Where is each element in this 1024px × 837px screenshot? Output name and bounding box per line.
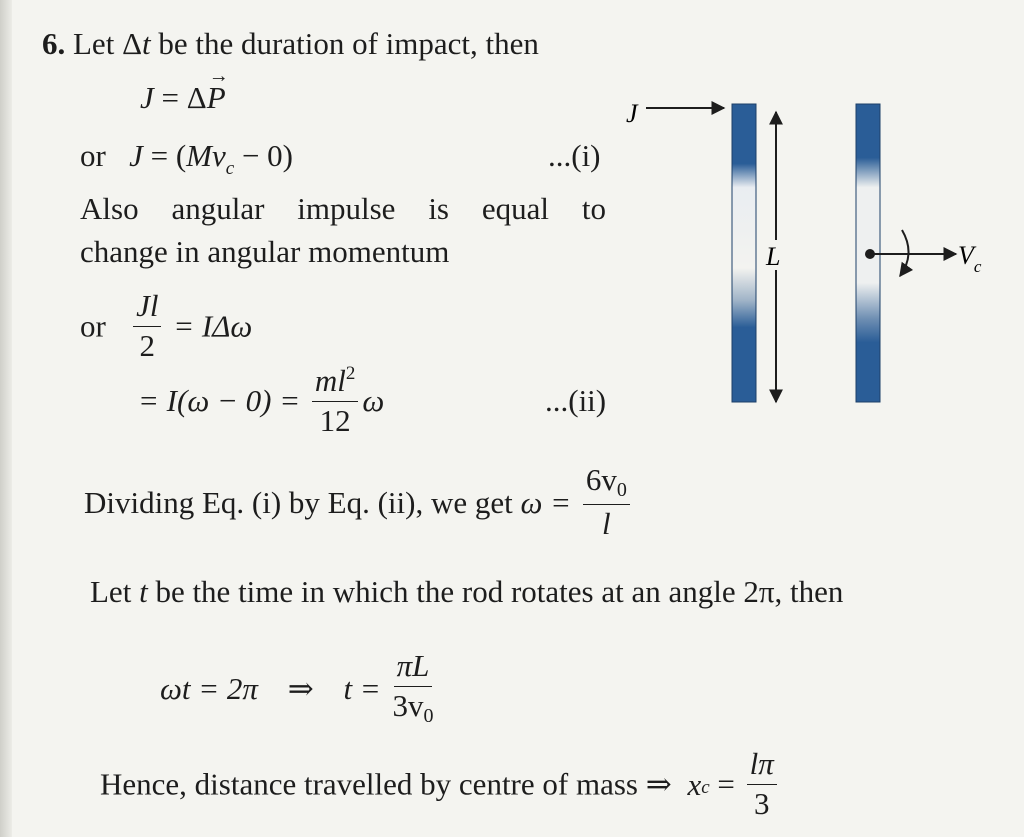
dividing-line: Dividing Eq. (i) by Eq. (ii), we get ω = $\frac{6v0}{l}$ — [84, 464, 634, 541]
equation-tag-ii: ...(ii) — [545, 383, 607, 418]
velocity-label: $V_c$ — [958, 241, 982, 276]
text-angular-impulse: Also angular impulse is equal to — [80, 191, 606, 226]
length-label: L — [766, 242, 781, 271]
equation-tag-i: ...(i) — [548, 138, 601, 173]
equation-impulse: J = Δ→ P — [140, 82, 226, 113]
problem-number: 6. — [42, 26, 66, 61]
rod-diagram — [620, 90, 1000, 420]
equation-i: or $J = (Mv_c - 0)$ — [80, 138, 293, 179]
fraction-omega: $\frac{6v0}{l}$ — [583, 464, 630, 541]
equation-ii: = I(ω − 0) = $\frac{ml^2}{12}$ ω — [138, 363, 385, 438]
equation-time: ωt = 2π ⇒ t = $\frac{\pi L}{3v0}$ — [160, 648, 434, 727]
intro-line: 6. Let Δt be the duration of impact, then — [42, 26, 539, 61]
fraction-ml2-over-12: $\frac{ml^2}{12}$ — [312, 364, 359, 437]
fraction-time: $\frac{\pi L}{3v0}$ — [392, 648, 434, 727]
page-edge — [0, 0, 12, 837]
fraction-distance: $\frac{l\pi}{3}$ — [747, 748, 777, 820]
impulse-label: J — [626, 99, 638, 128]
time-line: Let t be the time in which the rod rotates at an angle 2π, then — [90, 574, 844, 609]
equation-angular: or $\frac{Jl}{2}$ = IΔω — [80, 288, 253, 363]
rod-before-impact — [732, 104, 756, 402]
fraction-jl-over-2: $\frac{Jl}{2}$ — [133, 290, 161, 362]
vector-p: → P — [207, 82, 226, 113]
text-angular-momentum: change in angular momentum — [80, 234, 450, 269]
hence-line: Hence, distance travelled by centre of mass ⇒ xc = $\frac{l\pi}{3}$ — [100, 748, 781, 820]
